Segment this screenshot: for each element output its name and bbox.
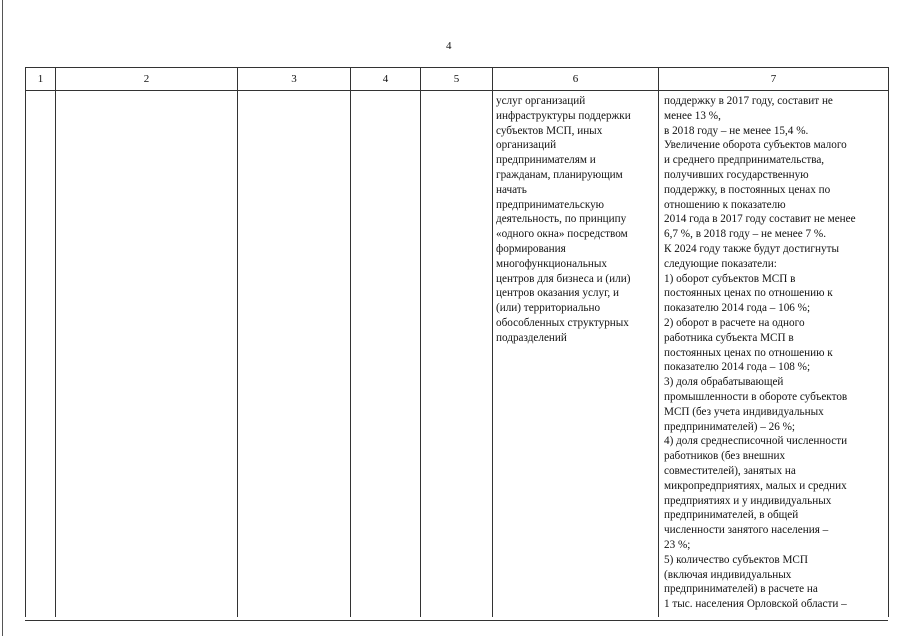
- cell-col-3: [238, 91, 351, 618]
- cell-col-6-text: услуг организаций инфраструктуры поддержки субъектов МСП, иных организаций предпринимателям и гражданам, планирующим начать предпринимательскую деятельность, по принципу «одного окна» посредством формирования многофункциональных центров для бизнеса и (или) центров оказания услуг, и (или) территориально обособленных структурных подразделений: [496, 95, 631, 344]
- cell-col-7: [659, 91, 889, 618]
- cell-col-3-text: [238, 91, 350, 94]
- cell-col-4-text: [351, 91, 420, 94]
- column-header-5: 5: [421, 68, 493, 91]
- cell-col-4: [351, 91, 421, 618]
- cell-col-2: [56, 91, 238, 618]
- cell-col-5: [421, 91, 493, 618]
- cell-col-2-text: [56, 91, 237, 94]
- column-header-2: 2: [56, 68, 238, 91]
- page-left-edge-line: [2, 0, 3, 636]
- column-header-3: 3: [238, 68, 351, 91]
- column-header-6: 6: [493, 68, 659, 91]
- cell-col-6: [493, 91, 659, 618]
- page-number: 4: [446, 40, 452, 52]
- cell-col-7-text: поддержку в 2017 году, составит не менее 13 %, в 2018 году – не менее 15,4 %. Увеличение оборота субъектов малого и среднего предпринимательства, получивших государственную поддержку, в постоянных ценах по отношению к показателю 2014 года в 2017 году составит не менее 6,7 %, в 2018 году – не менее 7 %. К 2024 году также будут достигнуты следующие показатели: 1) оборот субъектов МСП в постоянных ценах по отношению к показателю 2014 года – 106 %; 2) оборот в расчете на одного работника субъекта МСП в постоянных ценах по отношению к показателю 2014 года – 108 %; 3) доля обрабатывающей промышленности в обороте субъектов МСП (без учета индивидуальных предпринимателей) – 26 %; 4) доля среднесписочной численности работников (без внешних совместителей), занятых на микропредприятиях, малых и средних предприятиях и у индивидуальных предпринимателей, в общей численности занятого населения – 23 %; 5) количество субъектов МСП (включая индивидуальных предпринимателей) в расчете на 1 тыс. населения Орловской области –: [664, 95, 856, 611]
- column-header-7: 7: [659, 68, 889, 91]
- table-row: [26, 91, 889, 618]
- document-table: [25, 67, 889, 617]
- table-bottom-border: [25, 620, 888, 621]
- cell-col-1: [26, 91, 56, 618]
- column-header-1: 1: [26, 68, 56, 91]
- table-header-row: [26, 68, 889, 91]
- cell-col-1-text: [26, 91, 55, 94]
- cell-col-5-text: [421, 91, 492, 94]
- column-header-4: 4: [351, 68, 421, 91]
